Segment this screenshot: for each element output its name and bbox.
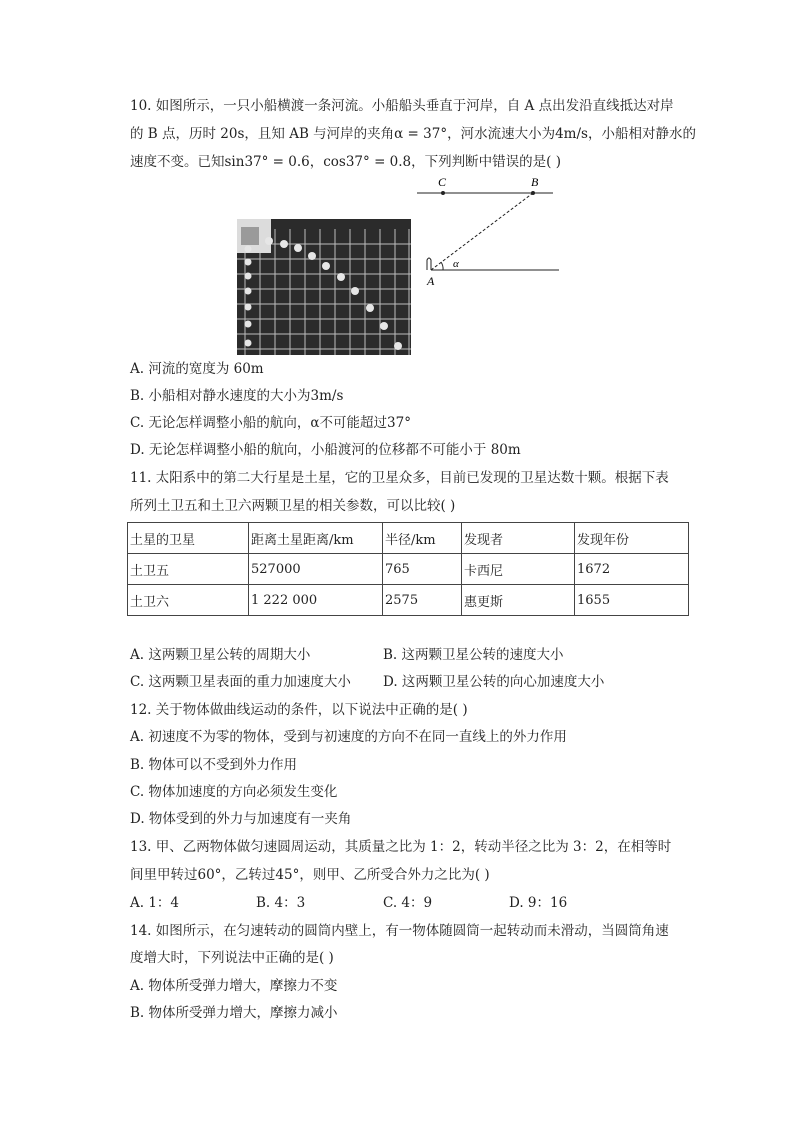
table-row bbox=[128, 554, 689, 585]
table-header-cell: 土星的卫星 bbox=[128, 523, 249, 554]
q13-stem-line2: 间里甲转过60°，乙转过45°，则甲、乙所受合外力之比为( ) bbox=[130, 867, 490, 883]
q14-option-b: B. 物体所受弹力增大，摩擦力减小 bbox=[130, 1005, 338, 1021]
q13-option-d: D. 9：16 bbox=[509, 895, 568, 911]
table-cell: 527000 bbox=[249, 554, 383, 585]
q14-stem-line1: 14. 如图所示，在匀速转动的圆筒内壁上，有一物体随圆筒一起转动而未滑动，当圆筒角速 bbox=[130, 923, 669, 939]
table-cell: 2575 bbox=[383, 585, 462, 616]
table-header-cell: 发现者 bbox=[462, 523, 575, 554]
q14-stem-line2: 度增大时，下列说法中正确的是( ) bbox=[130, 950, 334, 966]
q11-option-b: B. 这两颗卫星公转的速度大小 bbox=[383, 647, 564, 663]
table-cell: 1 222 000 bbox=[249, 585, 383, 616]
ab-path bbox=[431, 193, 533, 270]
label-b: B bbox=[531, 178, 539, 189]
q10-option-a: A. 河流的宽度为 60m bbox=[130, 361, 264, 377]
q12-stem-line1: 12. 关于物体做曲线运动的条件，以下说法中正确的是( ) bbox=[130, 702, 468, 718]
table-row bbox=[128, 585, 689, 616]
q10-option-d: D. 无论怎样调整小船的航向，小船渡河的位移都不可能小于 80m bbox=[130, 442, 521, 458]
stroboscopic-photo bbox=[237, 219, 411, 355]
label-alpha: α bbox=[453, 258, 459, 270]
q13-option-a: A. 1：4 bbox=[130, 895, 180, 911]
table-cell: 惠更斯 bbox=[462, 585, 575, 616]
q10-stem-line3: 速度不变。已知sin37° = 0.6，cos37° = 0.8，下列判断中错误的是( ) bbox=[130, 154, 561, 170]
q11-stem-line2: 所列土卫五和土卫六两颗卫星的相关参数，可以比较( ) bbox=[130, 498, 456, 514]
table-header-cell: 距离土星距离/km bbox=[249, 523, 383, 554]
q12-option-c: C. 物体加速度的方向必须发生变化 bbox=[130, 784, 338, 800]
q11-stem-line1: 11. 太阳系中的第二大行星是土星，它的卫星众多，目前已发现的卫星达数十颗。根据下表 bbox=[130, 470, 669, 486]
q11-option-c: C. 这两颗卫星表面的重力加速度大小 bbox=[130, 674, 351, 690]
table-cell: 765 bbox=[383, 554, 462, 585]
q10-stem-line1: 10. 如图所示，一只小船横渡一条河流。小船船头垂直于河岸，自 A 点出发沿直线抵达对岸 bbox=[130, 98, 674, 114]
river-crossing-diagram bbox=[415, 178, 565, 288]
q10-stem-line2: 的 B 点，历时 20s，且知 AB 与河岸的夹角α = 37°，河水流速大小为4m/s，小船相对静水的 bbox=[130, 126, 696, 142]
label-a: A bbox=[427, 274, 435, 288]
table-cell: 1655 bbox=[575, 585, 689, 616]
q12-option-d: D. 物体受到的外力与加速度有一夹角 bbox=[130, 811, 352, 827]
table-header-cell: 发现年份 bbox=[575, 523, 689, 554]
q10-option-b: B. 小船相对静水速度的大小为3m/s bbox=[130, 388, 344, 404]
q14-option-a: A. 物体所受弹力增大，摩擦力不变 bbox=[130, 978, 338, 994]
table-cell: 土卫六 bbox=[128, 585, 249, 616]
boat-icon bbox=[427, 258, 431, 270]
table-header-row bbox=[128, 523, 689, 554]
q13-option-b: B. 4：3 bbox=[256, 895, 306, 911]
point-c bbox=[441, 191, 445, 195]
angle-arc bbox=[441, 262, 443, 270]
q12-option-b: B. 物体可以不受到外力作用 bbox=[130, 757, 298, 773]
table-cell: 土卫五 bbox=[128, 554, 249, 585]
q13-option-c: C. 4：9 bbox=[383, 895, 433, 911]
q10-option-c: C. 无论怎样调整小船的航向，α不可能超过37° bbox=[130, 415, 411, 431]
table-cell: 卡西尼 bbox=[462, 554, 575, 585]
q11-option-d: D. 这两颗卫星公转的向心加速度大小 bbox=[383, 674, 605, 690]
table-header-cell: 半径/km bbox=[383, 523, 462, 554]
q11-option-a: A. 这两颗卫星公转的周期大小 bbox=[130, 647, 311, 663]
q13-stem-line1: 13. 甲、乙两物体做匀速圆周运动，其质量之比为 1：2，转动半径之比为 3：2，在相等时 bbox=[130, 839, 672, 855]
table-cell: 1672 bbox=[575, 554, 689, 585]
q12-option-a: A. 初速度不为零的物体，受到与初速度的方向不在同一直线上的外力作用 bbox=[130, 729, 567, 745]
label-c: C bbox=[438, 178, 447, 189]
satellite-table bbox=[127, 522, 689, 616]
